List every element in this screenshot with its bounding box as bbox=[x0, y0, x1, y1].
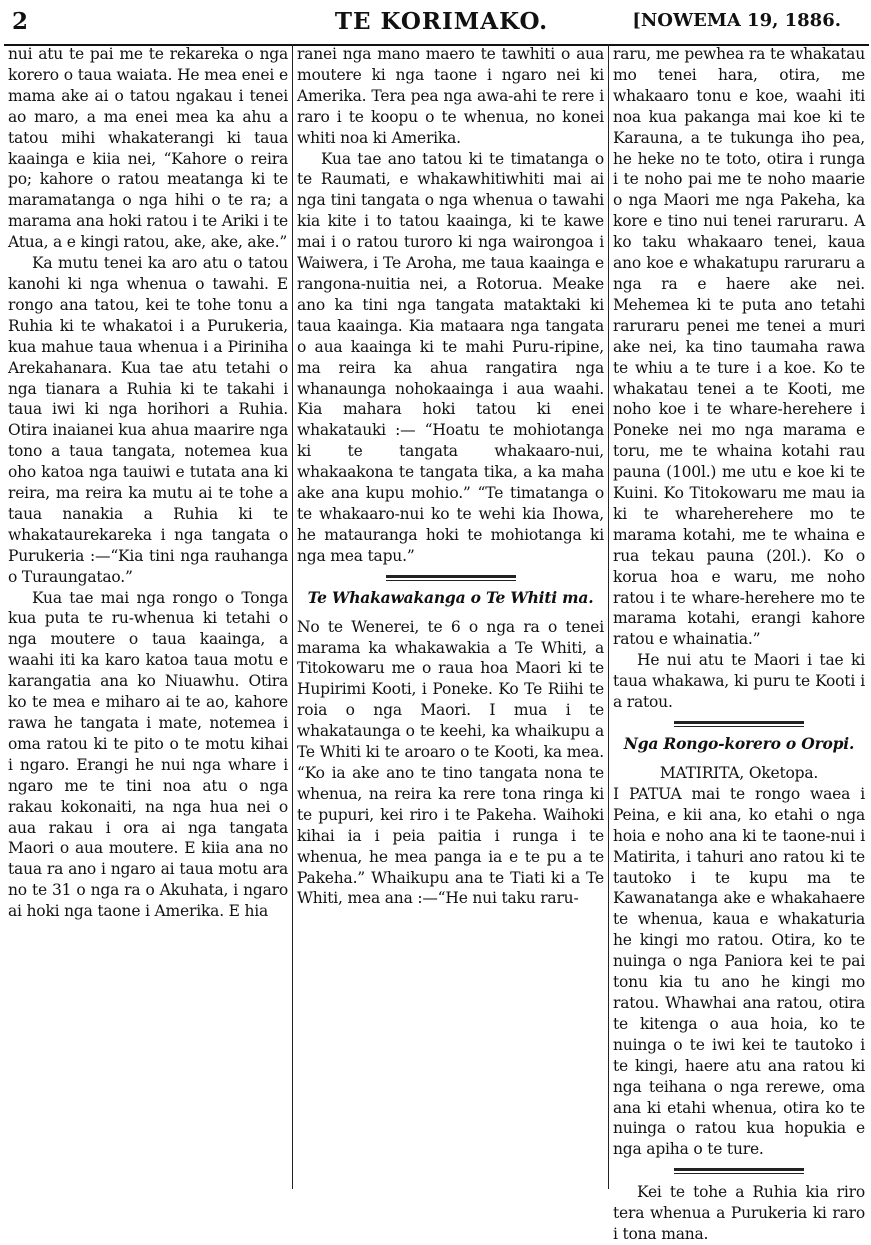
lead-words: I PATUA bbox=[613, 784, 682, 803]
page-number: 2 bbox=[12, 8, 29, 35]
paragraph bbox=[613, 784, 865, 1160]
section-heading: Nga Rongo-korero o Oropi. bbox=[623, 734, 855, 753]
column-3 bbox=[608, 44, 869, 1244]
issue-date: [NOWEMA 19, 1886. bbox=[632, 10, 841, 31]
section-divider bbox=[674, 721, 804, 727]
dateline: MATIRITA, Oketopa. bbox=[659, 764, 819, 782]
paragraph: raru, me pewhea ra te whakatau mo tenei hara, otira, me whakaaro tonu e koe, waahi iti noa kua pakanga mai koe ki te Karauna, a te tukunga iho pea, he heke no te toto, otira i runga i te noho pai me te noho maarie o nga Maori me nga Pakeha, ka kore e tino nui tenei raruraru. A ko taku whakaaro tenei, kaua ano koe e whakatupu raruraru a nga ra e haere ake nei. Mehemea ki te puta ano tetahi raruraru penei me tenei a muri ake nei, ka tino taumaha rawa te whiu a te ture i a koe. Ko te whakatau tenei a te Kooti, me noho koe i te whare-herehere i Poneke nei mo nga marama e toru, me te whaina kotahi rau pauna (100l.) me utu e koe ki te Kuini. Ko Titokowaru me mau ia ki te whareherehere mo te marama kotahi, me te whaina e rua tekau pauna (20l.). Ko o korua hoa e waru, me noho ratou i te whare-herehere mo te marama kotahi, erangi kahore ratou e whainatia.” bbox=[613, 45, 865, 649]
section-divider bbox=[674, 1168, 804, 1174]
column-2 bbox=[292, 44, 608, 1189]
newspaper-title: TE KORIMAKO. bbox=[334, 8, 549, 35]
paragraph: ranei nga mano maero te tawhiti o aua moutere ki nga taone i ngaro nei ki Amerika. Tera pea nga awa-ahi te rere i raro i te koopu o te whenua, no konei whiti noa ki Amerika. bbox=[297, 45, 604, 147]
paragraph: Kua tae mai nga rongo o Tonga kua puta te ru-whenua ki tetahi o nga moutere o taua kaainga, a waahi iti ka karo katoa taua motu e karangatia ana ko Niuawhu. Otira ko te mea e miharo ai te ao, kahore rawa he tangata i mate, notemea i oma ratou ki te pito o te motu kihai i ngaro. Erangi he nui nga whare i ngaro me te tini noa atu o nga rakau kokonaiti, na nga hua nei o aua rakau i ora ai nga tangata Maori o aua moutere. E kiia ana no taua ra ano i ngaro ai taua motu ara no te 31 o nga ra o Akuhata, i ngaro ai hoki nga taone i Amerika. E hia bbox=[8, 588, 288, 921]
paragraph: Kei te tohe a Ruhia kia riro tera whenua a Purukeria ki raro i tona mana. bbox=[613, 1183, 865, 1244]
column-1 bbox=[4, 44, 292, 1189]
paragraph: No te Wenerei, te 6 o nga ra o tenei marama ka whakawakia a Te Whiti, a Titokowaru me o raua hoa Maori ki te Hupirimi Kooti, i Poneke. Ko Te Riihi te roia o nga Maori. I mua i te whakataunga o te keehi, ka whaikupu a Te Whiti ki te aroaro o te Kooti, ka mea. “Ko ia ake ano te tino tangata nona te whenua, na reira ka rere tona ringa ki te pupuri, kei riro i te Pakeha. Waihoki kihai ia i peia paitia i runga i te whenua, he mea panga ia e te pu a te Pakeha.” Whaikupu ana te Tiati ki a Te Whiti, mea ana :—“He nui taku raru- bbox=[297, 617, 604, 908]
paragraph: Ka mutu tenei ka aro atu o tatou kanohi ki nga whenua o tawahi. E rongo ana tatou, kei te tohe tonu a Ruhia ki te whakatoi i a Purukeria, kua mahue taua whenua i a Piriniha Arekahanara. Kua tae atu tetahi o nga tianara a Ruhia ki te takahi i taua iwi ki nga horihori a Ruhia. Otira inaianei kua ahua maarire nga tono a taua tangata, notemea kua oho katoa nga tauiwi e tutata ana ki reira, ma reira ka mutu ai te tohe a taua nanakia a Ruhia ki te whakataurekareka i nga tangata o Purukeria :—“Kia tini nga rauhanga o Turaungatao.” bbox=[8, 254, 288, 586]
paragraph: Kua tae ano tatou ki te timatanga o te Raumati, e whakawhitiwhiti mai ai nga tini tangata o nga whenua o tawahi kia kite i to tatou kaainga, ki te kawe mai i o ratou turoro ki nga wairongoa i Waiwera, i Te Aroha, me taua kaainga e rangona-nuitia nei, a Rotorua. Meake ano ka tini nga tangata mataktaki ki taua kaainga. Kia mataara nga tangata o aua kaainga ki te mahi Puru-ripine, ma reira ka ahua rangatira nga whanaunga nohokaainga i aua waahi. Kia mahara hoki tatou ki enei whakatauki :— “Hoatu te mohiotanga ki te tangata whakaaro-nui, whakaakona te tangata tika, a ka maha ake ana kupu mohio.” “Te timatanga o te whakaaro-nui ko te wehi kia Ihowa, he matauranga hoki te mohiotanga ki nga mea tapu.” bbox=[297, 149, 604, 565]
paragraph: nui atu te pai me te rekareka o nga korero o taua waiata. He mea enei e mama ake ai o tatou ngakau i tenei ao maro, a ma enei mea ka ahu a tatou mihi whakaterangi ki taua kaainga e kiia nei, “Kahore o reira po; kahore o ratou meatanga ki te maramatanga o nga hihi o te ra; a marama ana hoki ratou i te Ariki i te Atua, a e kingi ratou, ake, ake, ake.” bbox=[8, 45, 288, 252]
paragraph-body: mai te rongo waea i Peina, e kii ana, ko etahi o nga hoia e noho ana ki te taone-nui i Matirita, i tahuri ano ratou ki te tautoko i te kupu ma te Kawanatanga ake e whakahaere te whenua, kaua e whakaturia he kingi mo ratou. Otira, ko te nuinga o nga Paniora kei te pai tonu kia tu ano he kingi mo ratou. Whawhai ana ratou, otira te kitenga o aua hoia, ko te nuinga o te iwi kei te tautoko i te kingi, haere atu ana ratou ki nga teihana o nga rerewe, oma ana ki etahi whenua, otira ko te nuinga o ratou kua hopukia e nga apiha o te ture. bbox=[613, 784, 865, 1159]
article-columns bbox=[4, 44, 869, 1244]
masthead bbox=[4, 4, 869, 46]
section-heading: Te Whakawakanga o Te Whiti ma. bbox=[307, 587, 594, 607]
paragraph: He nui atu te Maori i tae ki taua whakawa, ki puru te Kooti i a ratou. bbox=[613, 651, 865, 712]
section-divider bbox=[386, 575, 516, 581]
